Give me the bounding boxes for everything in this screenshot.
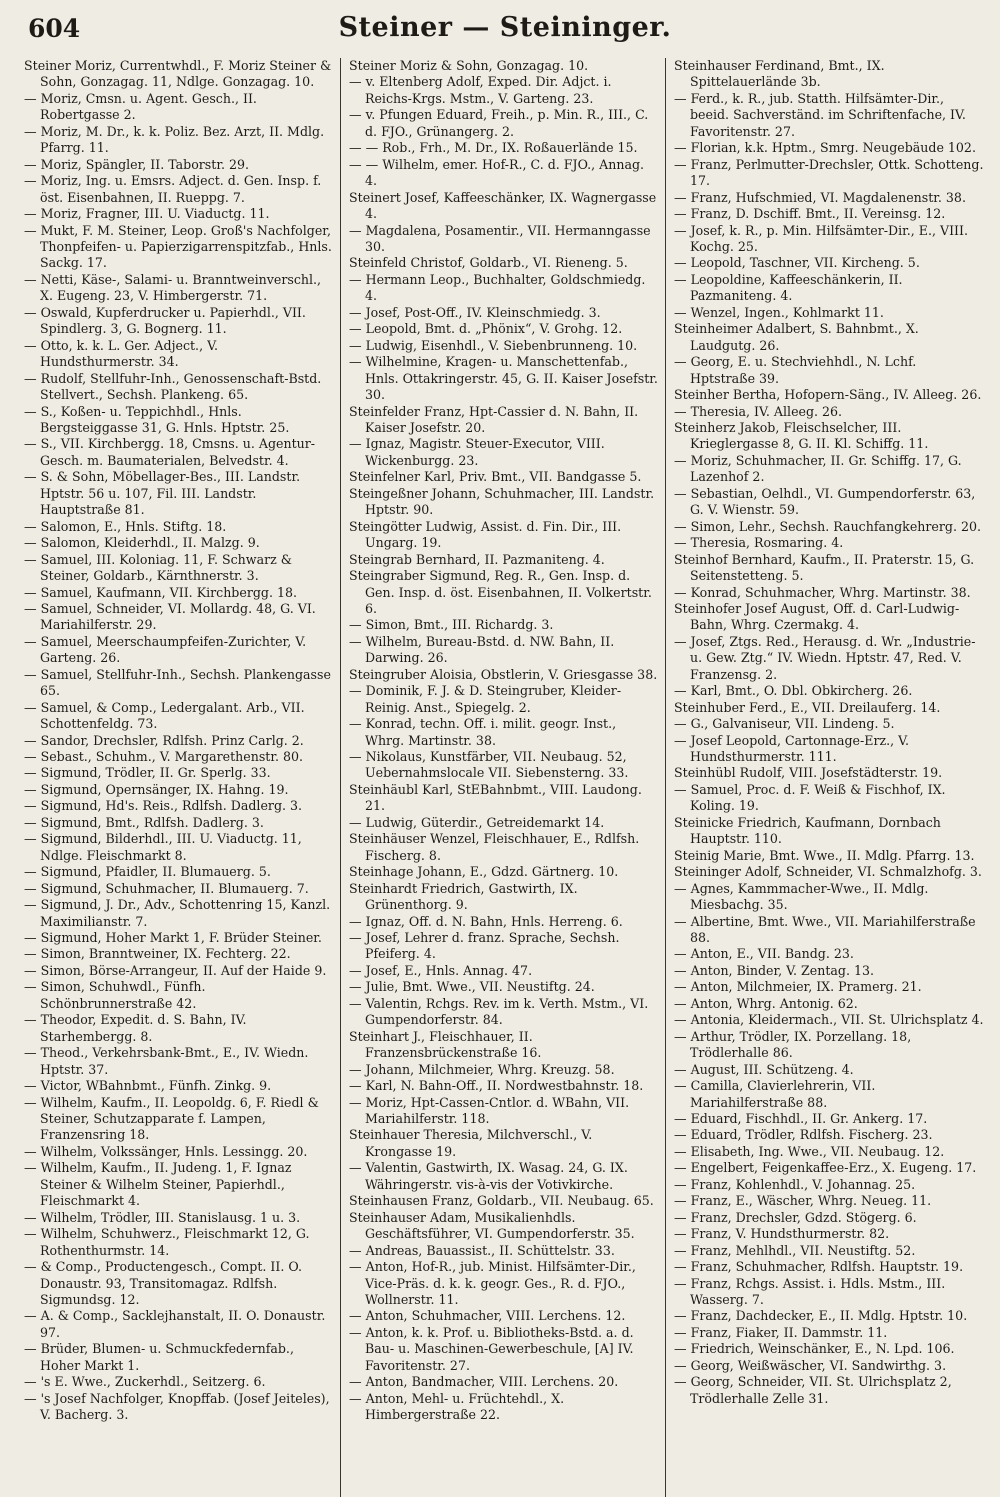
directory-entry: — Sigmund, Trödler, II. Gr. Sperlg. 33. <box>24 765 271 781</box>
directory-entry: — Florian, k.k. Hptm., Smrg. Neugebäude 102. <box>674 140 976 156</box>
directory-entry: Steinfelder Franz, Hpt-Cassier d. N. Bahn, II. Kaiser Josefstr. 20. <box>349 403 639 435</box>
directory-entry: — Arthur, Trödler, IX. Porzellang. 18, Trödlerhalle 86. <box>674 1028 912 1061</box>
directory-entry: Steinfelner Karl, Priv. Bmt., VII. Bandgasse 5. <box>349 469 642 485</box>
directory-entry: — August, III. Schützeng. 4. <box>674 1061 854 1077</box>
page-number: 604 <box>28 14 81 43</box>
directory-entry: — Samuel, & Comp., Ledergalant. Arb., VII. Schottenfeldg. 73. <box>24 699 305 732</box>
directory-entry: — Franz, D. Dschiff. Bmt., II. Vereinsg. 12. <box>674 206 946 222</box>
directory-entry: — Anton, Mehl- u. Früchtehdl., X. Himbergerstraße 22. <box>349 1390 565 1423</box>
directory-entry: — Wilhelm, Schuhwerz., Fleischmarkt 12, G. Rothenthurmstr. 14. <box>24 1226 310 1258</box>
directory-entry: Steinheimer Adalbert, S. Bahnbmt., X. Laudgutg. 26. <box>674 321 919 353</box>
directory-entry: Steinher Bertha, Hofopern-Säng., IV. Alleeg. 26. <box>674 387 982 403</box>
directory-entry: — G., Galvaniseur, VII. Lindeng. 5. <box>674 716 895 732</box>
directory-entry: — Victor, WBahnbmt., Fünfh. Zinkg. 9. <box>24 1078 272 1094</box>
directory-entry: Steinhausen Franz, Goldarb., VII. Neubaug. 65. <box>349 1193 654 1209</box>
directory-entry: — Wilhelm, Trödler, III. Stanislausg. 1 u. 3. <box>24 1209 301 1225</box>
directory-entry: — Anton, Whrg. Antonig. 62. <box>674 995 858 1011</box>
directory-entry: — Valentin, Gastwirth, IX. Wasag. 24, G. IX. Währingerstr. vis-à-vis der Votivkirche. <box>349 1160 628 1192</box>
directory-entry: — Karl, Bmt., O. Dbl. Obkircherg. 26. <box>674 683 913 699</box>
directory-entry: — Karl, N. Bahn-Off., II. Nordwestbahnstr. 18. <box>349 1078 644 1094</box>
directory-entry: — Moriz, Spängler, II. Taborstr. 29. <box>24 156 250 172</box>
directory-entry: — Anton, Hof-R., jub. Minist. Hilfsämter-Dir., Vice-Präs. d. k. k. geogr. Ges., R. d. FJO., Wollnerstr. 11. <box>349 1259 636 1307</box>
directory-entry: — v. Eltenberg Adolf, Exped. Dir. Adjct. i. Reichs-Krgs. Mstm., V. Garteng. 23. <box>349 74 612 106</box>
directory-entry: — Josef, Lehrer d. franz. Sprache, Sechsh. Pfeiferg. 4. <box>349 930 620 962</box>
directory-entry: — Moriz, M. Dr., k. k. Poliz. Bez. Arzt, II. Mdlg. Pfarrg. 11. <box>24 123 325 156</box>
directory-entry: — Albertine, Bmt. Wwe., VII. Mariahilferstraße 88. <box>674 913 976 946</box>
directory-entry: — Samuel, Proc. d. F. Weiß & Fischhof, IX. Koling. 19. <box>674 781 946 814</box>
directory-entry: — Andreas, Bauassist., II. Schüttelstr. 33. <box>349 1242 615 1258</box>
directory-entry: — Eduard, Trödler, Rdlfsh. Fischerg. 23. <box>674 1127 933 1143</box>
directory-entry: — & Comp., Productengesch., Compt. II. O. Donaustr. 93, Transitomagaz. Rdlfsh. Sigmundsg. 12. <box>24 1259 302 1307</box>
directory-entry: — Sigmund, Bilderhdl., III. U. Viaductg. 11, Ndlge. Fleischmarkt 8. <box>24 831 302 863</box>
directory-entry: — Netti, Käse-, Salami- u. Branntweinverschl., X. Eugeng. 23, V. Himbergerstr. 71. <box>24 271 322 304</box>
directory-entry: — S. & Sohn, Möbellager-Bes., III. Landstr. Hptstr. 56 u. 107, Fil. III. Landstr. Hauptstraße 81. <box>24 469 301 518</box>
directory-entry: — Josef, E., Hnls. Annag. 47. <box>349 962 533 978</box>
directory-entry: — Samuel, Schneider, VI. Mollardg. 48, G. VI. Mariahilferstr. 29. <box>24 600 316 633</box>
columns <box>24 58 990 1497</box>
directory-entry: — Josef, Post-Off., IV. Kleinschmiedg. 3. <box>349 304 601 320</box>
directory-entry: — Ferd., k. R., jub. Statth. Hilfsämter-Dir., beeid. Sachverständ. im Schriftenfache, IV. Favoritenstr. 27. <box>674 90 966 139</box>
directory-entry: — Dominik, F. J. & D. Steingruber, Kleider-Reinig. Anst., Spiegelg. 2. <box>349 683 622 715</box>
directory-entry: — Ignaz, Magistr. Steuer-Executor, VIII. Wickenburgg. 23. <box>349 436 605 468</box>
directory-entry: — Sigmund, Schuhmacher, II. Blumauerg. 7. <box>24 880 309 896</box>
directory-entry: — Moriz, Schuhmacher, II. Gr. Schiffg. 17, G. Lazenhof 2. <box>674 452 962 485</box>
directory-entry: — v. Pfungen Eduard, Freih., p. Min. R., III., C. d. FJO., Grünangerg. 2. <box>349 107 649 139</box>
directory-entry: — Brüder, Blumen- u. Schmuckfedernfab., Hoher Markt 1. <box>24 1341 294 1373</box>
directory-entry: — Anton, Milchmeier, IX. Pramerg. 21. <box>674 979 922 995</box>
directory-entry: — Franz, Rchgs. Assist. i. Hdls. Mstm., III. Wasserg. 7. <box>674 1275 946 1307</box>
directory-entry: — Sigmund, Hd's. Reis., Rdlfsh. Dadlerg. 3. <box>24 798 303 814</box>
directory-entry: Steinig Marie, Bmt. Wwe., II. Mdlg. Pfarrg. 13. <box>674 847 975 863</box>
directory-entry: — Anton, Binder, V. Zentag. 13. <box>674 962 874 978</box>
directory-entry: — Ignaz, Off. d. N. Bahn, Hnls. Herreng. 6. <box>349 913 623 929</box>
directory-entry: — Georg, Weißwäscher, VI. Sandwirthg. 3. <box>674 1357 947 1373</box>
directory-entry: — Simon, Lehr., Sechsh. Rauchfangkehrerg. 20. <box>674 518 981 534</box>
directory-entry: — Moriz, Cmsn. u. Agent. Gesch., II. Robertgasse 2. <box>24 90 257 123</box>
running-head: Steiner — Steininger. <box>338 12 672 43</box>
directory-entry: — Agnes, Kammmacher-Wwe., II. Mdlg. Miesbachg. 35. <box>674 880 929 913</box>
directory-entry: — Antonia, Kleidermach., VII. St. Ulrichsplatz 4. <box>674 1012 984 1028</box>
directory-entry: — A. & Comp., Sacklejhanstalt, II. O. Donaustr. 97. <box>24 1308 326 1340</box>
directory-entry: — Sandor, Drechsler, Rdlfsh. Prinz Carlg. 2. <box>24 732 304 748</box>
directory-entry: — Franz, Perlmutter-Drechsler, Ottk. Schotteng. 17. <box>674 156 984 189</box>
directory-entry: — S., VII. Kirchbergg. 18, Cmsns. u. Agentur-Gesch. m. Baumaterialen, Belvedstr. 4. <box>24 436 316 468</box>
directory-entry: — Franz, Kohlenhdl., V. Johannag. 25. <box>674 1176 916 1192</box>
directory-entry: — Simon, Börse-Arrangeur, II. Auf der Haide 9. <box>24 962 327 978</box>
directory-entry: — Franz, V. Hundsthurmerstr. 82. <box>674 1226 890 1242</box>
directory-entry: — Moriz, Hpt-Cassen-Cntlor. d. WBahn, VII. Mariahilferstr. 118. <box>349 1094 630 1126</box>
directory-entry: Steinhof Bernhard, Kaufm., II. Praterstr. 15, G. Seitenstetteng. 5. <box>674 551 975 584</box>
directory-entry: — Camilla, Clavierlehrerin, VII. Mariahilferstraße 88. <box>674 1078 876 1110</box>
directory-entry: — Franz, Fiaker, II. Dammstr. 11. <box>674 1324 888 1340</box>
directory-entry: — Leopold, Taschner, VII. Kircheng. 5. <box>674 255 920 271</box>
directory-entry: — Franz, Mehlhdl., VII. Neustiftg. 52. <box>674 1242 916 1258</box>
directory-entry: — Eduard, Fischhdl., II. Gr. Ankerg. 17. <box>674 1111 928 1126</box>
directory-entry: Steinhauer Theresia, Milchverschl., V. Krongasse 19. <box>349 1127 593 1159</box>
directory-entry: — Nikolaus, Kunstfärber, VII. Neubaug. 52, Uebernahmslocale VII. Siebensterng. 33. <box>349 749 629 781</box>
directory-entry: — Franz, Schuhmacher, Rdlfsh. Hauptstr. 19. <box>674 1259 964 1275</box>
directory-entry: — Leopold, Bmt. d. „Phönix“, V. Grohg. 12. <box>349 321 623 337</box>
directory-entry: Steinhübl Rudolf, VIII. Josefstädterstr. 19. <box>674 765 943 781</box>
directory-entry: — Wilhelm, Bureau-Bstd. d. NW. Bahn, II. Darwing. 26. <box>349 633 615 666</box>
directory-entry: — Franz, Drechsler, Gdzd. Stögerg. 6. <box>674 1209 917 1225</box>
directory-entry: — Anton, k. k. Prof. u. Bibliotheks-Bstd. a. d. Bau- u. Maschinen-Gewerbeschule, [A] IV. Favoritenstr. 27. <box>349 1324 634 1373</box>
directory-entry: — Sigmund, Opernsänger, IX. Hahng. 19. <box>24 781 289 797</box>
directory-entry: — Ludwig, Güterdir., Getreidemarkt 14. <box>349 814 605 830</box>
directory-entry: Steinhofer Josef August, Off. d. Carl-Ludwig-Bahn, Whrg. Czermakg. 4. <box>674 600 960 633</box>
directory-entry: — Samuel, III. Koloniag. 11, F. Schwarz & Steiner, Goldarb., Kärnthnerstr. 3. <box>24 551 292 584</box>
directory-entry: — Georg, Schneider, VII. St. Ulrichsplatz 2, Trödlerhalle Zelle 31. <box>674 1374 952 1406</box>
directory-entry: Steinhauser Adam, Musikalienhdls. Geschäftsführer, VI. Gumpendorferstr. 35. <box>349 1209 635 1242</box>
directory-entry: — Josef, k. R., p. Min. Hilfsämter-Dir., E., VIII. Kochg. 25. <box>674 222 968 254</box>
directory-entry: — Samuel, Kaufmann, VII. Kirchbergg. 18. <box>24 584 298 600</box>
directory-entry: — Samuel, Meerschaumpfeifen-Zurichter, V. Garteng. 26. <box>24 633 307 666</box>
directory-entry: — 's Josef Nachfolger, Knopffab. (Josef Jeiteles), V. Bacherg. 3. <box>24 1390 330 1423</box>
directory-entry: — Elisabeth, Ing. Wwe., VII. Neubaug. 12. <box>674 1143 945 1159</box>
directory-entry: — Oswald, Kupferdrucker u. Papierhdl., VII. Spindlerg. 3, G. Bognerg. 11. <box>24 304 306 337</box>
directory-entry: Steinhart J., Fleischhauer, II. Franzensbrückenstraße 16. <box>349 1028 542 1061</box>
directory-entry: — 's E. Wwe., Zuckerhdl., Seitzerg. 6. <box>24 1374 266 1390</box>
directory-entry: — Franz, Dachdecker, E., II. Mdlg. Hptstr. 10. <box>674 1308 968 1324</box>
directory-entry: — Hermann Leop., Buchhalter, Goldschmiedg. 4. <box>349 271 646 304</box>
directory-entry: — S., Koßen- u. Teppichhdl., Hnls. Bergsteiggasse 31, G. Hnls. Hptstr. 25. <box>24 403 290 435</box>
directory-entry: — Wenzel, Ingen., Kohlmarkt 11. <box>674 304 884 320</box>
directory-entry: Steingruber Aloisia, Obstlerin, V. Griesgasse 38. <box>349 666 658 682</box>
directory-entry: — Leopoldine, Kaffeeschänkerin, II. Pazmaniteng. 4. <box>674 271 903 304</box>
directory-entry: Steingrab Bernhard, II. Pazmaniteng. 4. <box>349 551 605 567</box>
directory-entry: — Magdalena, Posamentir., VII. Hermanngasse 30. <box>349 222 651 254</box>
directory-entry: — Wilhelm, Kaufm., II. Leopoldg. 6, F. Riedl & Steiner, Schutzapparate f. Lampen, Franzensring 18. <box>24 1094 319 1143</box>
column-right <box>665 58 990 1497</box>
directory-entry: — Rudolf, Stellfuhr-Inh., Genossenschaft-Bstd. Stellvert., Sechsh. Plankeng. 65. <box>24 370 322 403</box>
directory-entry: — Julie, Bmt. Wwe., VII. Neustiftg. 24. <box>349 979 595 995</box>
directory-entry: — Valentin, Rchgs. Rev. im k. Verth. Mstm., VI. Gumpendorferstr. 84. <box>349 995 649 1028</box>
directory-entry: Steiner Moriz & Sohn, Gonzagag. 10. <box>349 58 589 73</box>
directory-entry: — Theod., Verkehrsbank-Bmt., E., IV. Wiedn. Hptstr. 37. <box>24 1045 309 1077</box>
directory-entry: — Anton, Bandmacher, VIII. Lerchens. 20. <box>349 1374 619 1390</box>
directory-entry: — Engelbert, Feigenkaffee-Erz., X. Eugeng. 17. <box>674 1160 977 1176</box>
directory-entry: Steinhardt Friedrich, Gastwirth, IX. Grünenthorg. 9. <box>349 880 578 913</box>
directory-entry: — Franz, E., Wäscher, Whrg. Neueg. 11. <box>674 1193 932 1209</box>
directory-entry: — Anton, E., VII. Bandg. 23. <box>674 946 854 962</box>
directory-entry: — Samuel, Stellfuhr-Inh., Sechsh. Plankengasse 65. <box>24 666 331 699</box>
directory-entry: — Konrad, Schuhmacher, Whrg. Martinstr. 38. <box>674 584 971 600</box>
directory-entry: — Sigmund, Pfaidler, II. Blumauerg. 5. <box>24 864 271 880</box>
directory-entry: — Sigmund, Bmt., Rdlfsh. Dadlerg. 3. <box>24 814 264 830</box>
directory-entry: — Konrad, techn. Off. i. milit. geogr. Inst., Whrg. Martinstr. 38. <box>349 716 617 748</box>
directory-entry: — Georg, E. u. Stechviehhdl., N. Lchf. Hptstraße 39. <box>674 354 917 386</box>
directory-entry: Steinhauser Ferdinand, Bmt., IX. Spittelauerlände 3b. <box>674 58 885 90</box>
directory-entry: — Sigmund, J. Dr., Adv., Schottenring 15, Kanzl. Maximilianstr. 7. <box>24 897 331 929</box>
directory-entry: — Ludwig, Eisenhdl., V. Siebenbrunneng. 10. <box>349 337 638 353</box>
column-middle <box>340 58 665 1497</box>
directory-entry: — Theresia, Rosmaring. 4. <box>674 535 844 551</box>
directory-entry: — Salomon, Kleiderhdl., II. Malzg. 9. <box>24 535 260 551</box>
directory-entry: Steinhuber Ferd., E., VII. Dreilauferg. 14. <box>674 699 941 715</box>
directory-entry: — Johann, Milchmeier, Whrg. Kreuzg. 58. <box>349 1061 615 1077</box>
directory-entry: — Mukt, F. M. Steiner, Leop. Groß's Nachfolger, Thonpfeifen- u. Papierzigarrenspitzfab., Hnls. Sackg. 17. <box>24 222 332 271</box>
directory-entry: — Sebast., Schuhm., V. Margarethenstr. 80. <box>24 749 304 765</box>
directory-entry: Steinhage Johann, E., Gdzd. Gärtnerg. 10. <box>349 864 619 880</box>
directory-entry: — Wilhelm, Kaufm., II. Judeng. 1, F. Ignaz Steiner & Wilhelm Steiner, Papierhdl., Fleischmarkt 4. <box>24 1160 292 1209</box>
directory-entry: Steinherz Jakob, Fleischselcher, III. Krieglergasse 8, G. II. Kl. Schiffg. 11. <box>674 419 929 452</box>
directory-entry: — Simon, Branntweiner, IX. Fechterg. 22. <box>24 946 291 962</box>
directory-entry: — Simon, Bmt., III. Richardg. 3. <box>349 617 554 633</box>
directory-entry: — Simon, Schuhwdl., Fünfh. Schönbrunnerstraße 42. <box>24 979 206 1011</box>
directory-entry: Steingraber Sigmund, Reg. R., Gen. Insp. d. Gen. Insp. d. öst. Eisenbahnen, II. Volkertstr. 6. <box>349 568 652 616</box>
directory-entry: — Sigmund, Hoher Markt 1, F. Brüder Steiner. <box>24 930 322 946</box>
directory-entry: Steingeßner Johann, Schuhmacher, III. Landstr. Hptstr. 90. <box>349 485 655 518</box>
directory-entry: — Wilhelm, Volkssänger, Hnls. Lessingg. 20. <box>24 1143 308 1159</box>
directory-entry: — — Rob., Frh., M. Dr., IX. Roßauerlände 15. <box>349 140 638 156</box>
directory-entry: — Otto, k. k. L. Ger. Adject., V. Hundsthurmerstr. 34. <box>24 337 218 370</box>
directory-entry: — Josef Leopold, Cartonnage-Erz., V. Hundsthurmerstr. 111. <box>674 732 910 765</box>
directory-entry: — Salomon, E., Hnls. Stiftg. 18. <box>24 518 227 534</box>
directory-entry: — Theodor, Expedit. d. S. Bahn, IV. Starhembergg. 8. <box>24 1012 247 1044</box>
directory-entry: Steininger Adolf, Schneider, VI. Schmalzhofg. 3. <box>674 864 982 880</box>
directory-entry: Steinhäubl Karl, StEBahnbmt., VIII. Laudong. 21. <box>349 781 642 814</box>
directory-entry: — Friedrich, Weinschänker, E., N. Lpd. 106. <box>674 1341 955 1357</box>
directory-entry: — Josef, Ztgs. Red., Herausg. d. Wr. „Industrie- u. Gew. Ztg.“ IV. Wiedn. Hptstr. 47, Red. V. Franzensg. 2. <box>674 633 976 682</box>
directory-entry: Steinicke Friedrich, Kaufmann, Dornbach Hauptstr. 110. <box>674 814 941 847</box>
directory-entry: — Theresia, IV. Alleeg. 26. <box>674 403 843 419</box>
directory-entry: Steinfeld Christof, Goldarb., VI. Rieneng. 5. <box>349 255 628 271</box>
directory-entry: — Wilhelmine, Kragen- u. Manschettenfab., Hnls. Ottakringerstr. 45, G. II. Kaiser Josefstr. 30. <box>349 354 658 403</box>
directory-entry: Steinert Josef, Kaffeeschänker, IX. Wagnergasse 4. <box>349 189 657 222</box>
page-header <box>24 6 986 54</box>
directory-entry: — Franz, Hufschmied, VI. Magdalenenstr. 38. <box>674 189 966 205</box>
directory-entry: — Moriz, Fragner, III. U. Viaductg. 11. <box>24 206 270 222</box>
directory-entry: Steiner Moriz, Currentwhdl., F. Moriz Steiner & Sohn, Gonzagag. 11, Ndlge. Gonzagag. 10. <box>24 58 332 90</box>
directory-entry: — — Wilhelm, emer. Hof-R., C. d. FJO., Annag. 4. <box>349 156 645 189</box>
directory-entry: — Anton, Schuhmacher, VIII. Lerchens. 12. <box>349 1308 626 1324</box>
directory-entry: — Sebastian, Oelhdl., VI. Gumpendorferstr. 63, G. V. Wienstr. 59. <box>674 485 976 518</box>
directory-entry: Steingötter Ludwig, Assist. d. Fin. Dir., III. Ungarg. 19. <box>349 518 622 551</box>
column-left <box>24 58 340 1497</box>
directory-entry: — Moriz, Ing. u. Emsrs. Adject. d. Gen. Insp. f. öst. Eisenbahnen, II. Rueppg. 7. <box>24 173 322 205</box>
directory-entry: Steinhäuser Wenzel, Fleischhauer, E., Rdlfsh. Fischerg. 8. <box>349 831 640 863</box>
